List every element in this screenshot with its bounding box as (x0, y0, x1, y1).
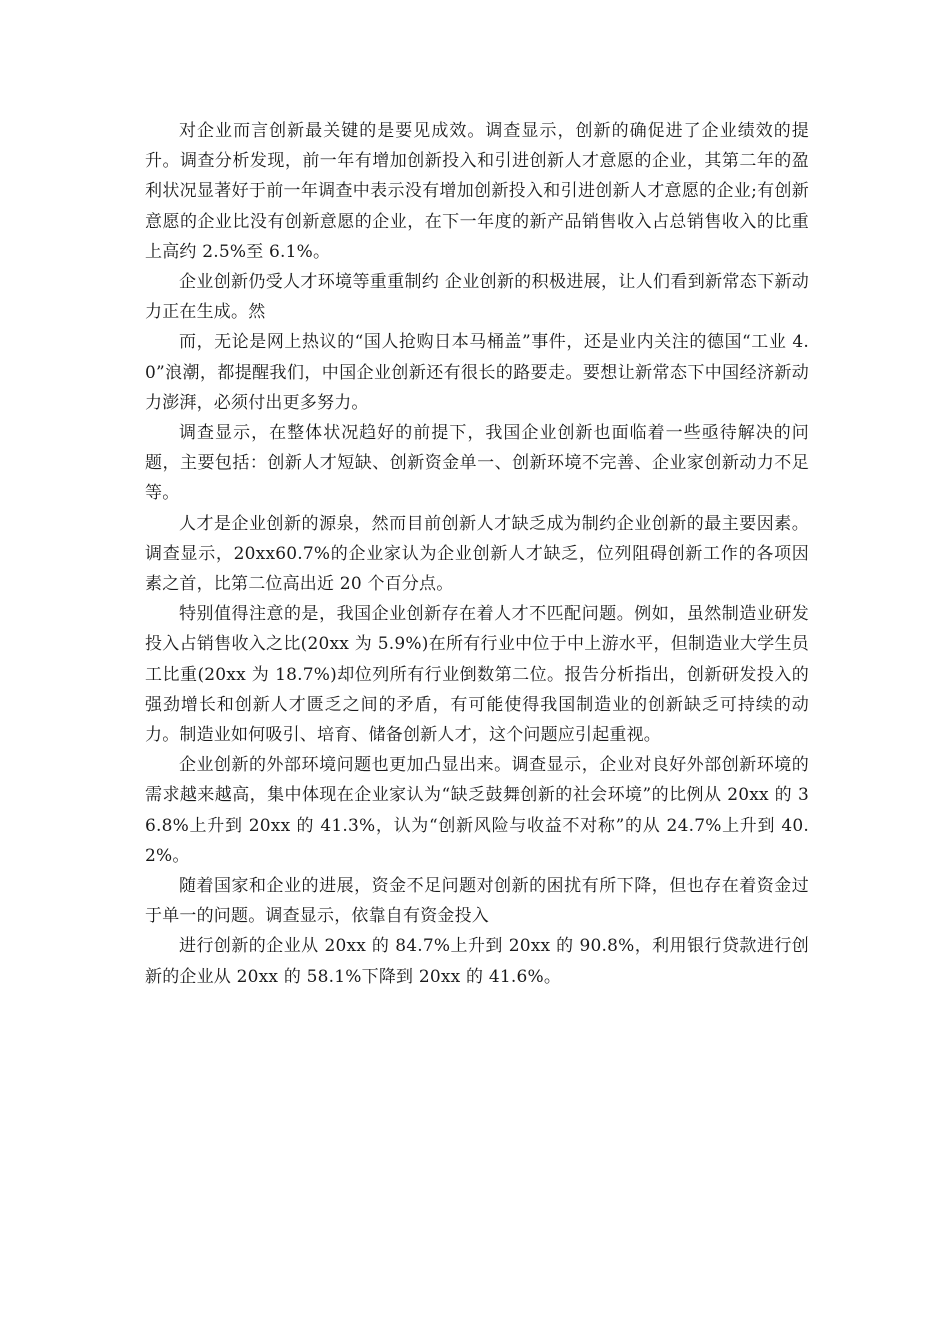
paragraph-innovation-results: 对企业而言创新最关键的是要见成效。调查显示，创新的确促进了企业绩效的提升。调查分析发现，前一年有增加创新投入和引进创新人才意愿的企业，其第二年的盈利状况显著好于前一年调查中表示没有增加创新投入和引进创新人才意愿的企业;有创新意愿的企业比没有创新意愿的企业，在下一年度的新产品销售收入占总销售收入的比重上高约 2.5%至 6.1%。 (145, 121, 809, 262)
paragraph-talent-constraints-heading: 企业创新仍受人才环境等重重制约 企业创新的积极进展，让人们看到新常态下新动力正在生成。然 (145, 272, 809, 323)
paragraph-funding-stats: 进行创新的企业从 20xx 的 84.7%上升到 20xx 的 90.8%，利用银行贷款进行创新的企业从 20xx 的 58.1%下降到 20xx 的 41.6%。 (145, 936, 809, 987)
document-page (145, 116, 809, 992)
paragraph-talent-mismatch: 特别值得注意的是，我国企业创新存在着人才不匹配问题。例如，虽然制造业研发投入占销售收入之比(20xx 为 5.9%)在所有行业中位于中上游水平，但制造业大学生员工比重(20xx 为 18.7%)却位列所有行业倒数第二位。报告分析指出，创新研发投入的强劲增长和创新人才匮乏之间的矛盾，有可能使得我国制造业的创新缺乏可持续的动力。制造业如何吸引、培育、储备创新人才，这个问题应引起重视。 (145, 604, 809, 746)
paragraph-external-environment: 企业创新的外部环境问题也更加凸显出来。调查显示，企业对良好外部创新环境的需求越来越高，集中体现在企业家认为“缺乏鼓舞创新的社会环境”的比例从 20xx 的 36.8%上升到 20xx 的 41.3%，认为“创新风险与收益不对称”的从 24.7%上升到 40.2%。 (145, 755, 809, 866)
paragraph-talent-shortage: 人才是企业创新的源泉，然而目前创新人才缺乏成为制约企业创新的最主要因素。调查显示，20xx60.7%的企业家认为企业创新人才缺乏，位列阻碍创新工作的各项因素之首，比第二位高出近 20 个百分点。 (145, 513, 809, 595)
paragraph-funding-single: 随着国家和企业的进展，资金不足问题对创新的困扰有所下降，但也存在着资金过于单一的问题。调查显示，依靠自有资金投入 (145, 876, 809, 927)
paragraph-problems-list: 调查显示，在整体状况趋好的前提下，我国企业创新也面临着一些亟待解决的问题，主要包括：创新人才短缺、创新资金单一、创新环境不完善、企业家创新动力不足等。 (145, 423, 809, 504)
paragraph-long-road: 而，无论是网上热议的“国人抢购日本马桶盖”事件，还是业内关注的德国“工业 4.0”浪潮，都提醒我们，中国企业创新还有很长的路要走。要想让新常态下中国经济新动力澎湃，必须付出更多努力。 (145, 332, 809, 413)
